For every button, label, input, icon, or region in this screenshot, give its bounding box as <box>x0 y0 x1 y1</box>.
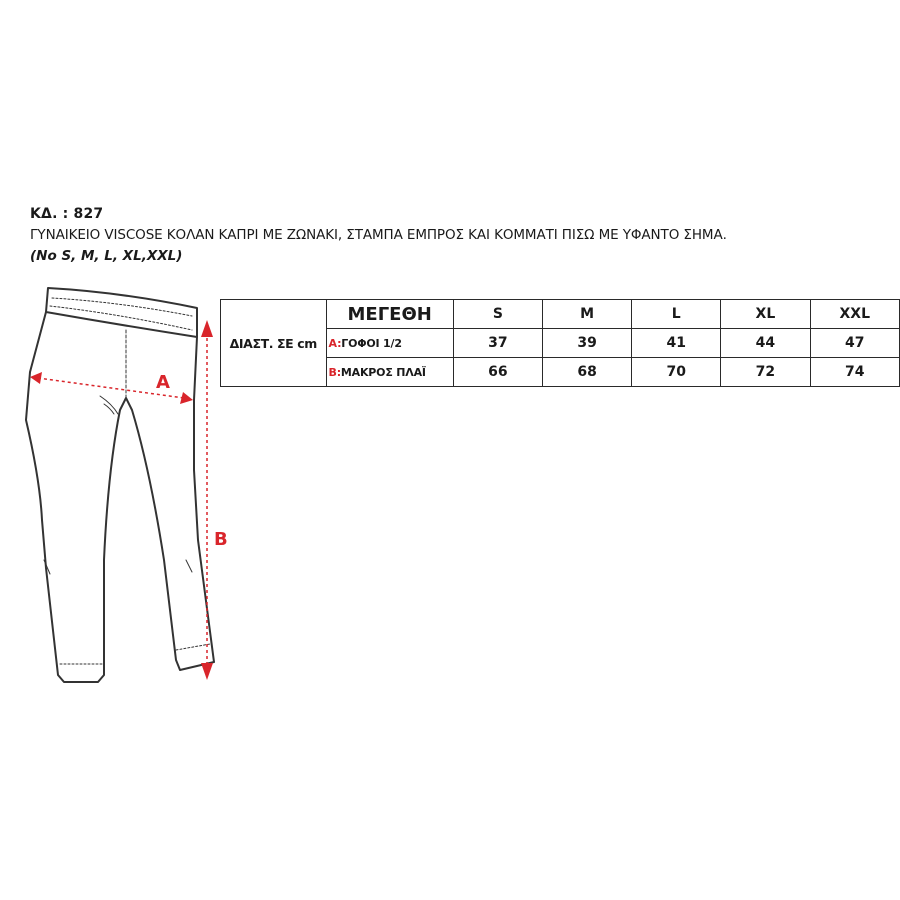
waistband <box>46 288 197 337</box>
arrow-up-icon <box>201 320 213 337</box>
label-b: B <box>214 529 228 550</box>
table-header-row <box>221 300 900 329</box>
unit-header: ΔΙΑΣΤ. ΣΕ cm <box>221 300 327 387</box>
measurement-b <box>201 320 213 680</box>
size-col-s: S <box>453 300 542 329</box>
arrow-right-icon <box>180 392 193 404</box>
row-label-text: ΓΟΦΟΙ 1/2 <box>341 336 402 350</box>
size-col-xl: XL <box>721 300 810 329</box>
label-a: A <box>156 372 170 393</box>
row-label-side-length: B:ΜΑΚΡΟΣ ΠΛΑΪ <box>326 358 453 387</box>
product-code: ΚΔ. : 827 <box>30 206 104 222</box>
row-key-a: A <box>328 336 338 350</box>
size-col-xxl: XXL <box>810 300 900 329</box>
size-col-l: L <box>632 300 721 329</box>
table-cell: 70 <box>632 358 721 387</box>
row-label-text: ΜΑΚΡΟΣ ΠΛΑΪ <box>340 365 426 379</box>
table-cell: 72 <box>721 358 810 387</box>
table-cell: 66 <box>453 358 542 387</box>
table-cell: 47 <box>810 329 900 358</box>
arrow-left-icon <box>30 372 42 384</box>
available-sizes: (No S, M, L, XL,XXL) <box>30 248 183 264</box>
table-cell: 44 <box>721 329 810 358</box>
leggings-illustration <box>26 288 214 682</box>
product-description: ΓΥΝΑΙΚΕΙΟ VISCOSE ΚΟΛΑΝ ΚΑΠΡΙ ΜΕ ΖΩΝΑΚΙ, ΣΤΑΜΠΑ ΕΜΠΡΟΣ ΚΑΙ ΚΟΜΜΑΤΙ ΠΙΣΩ ΜΕ ΥΦΑΝΤΟ ΣΗΜΑ. <box>30 227 727 243</box>
row-key-b: B <box>328 365 337 379</box>
table-cell: 68 <box>542 358 631 387</box>
size-col-m: M <box>542 300 631 329</box>
arrow-down-icon <box>201 663 213 680</box>
size-chart-table <box>220 299 900 387</box>
table-cell: 74 <box>810 358 900 387</box>
sizes-title: ΜΕΓΕΘΗ <box>326 300 453 329</box>
table-cell: 37 <box>453 329 542 358</box>
row-label-hips: A:ΓΟΦΟΙ 1/2 <box>326 329 453 358</box>
table-cell: 41 <box>632 329 721 358</box>
leggings-outline <box>26 312 214 682</box>
table-cell: 39 <box>542 329 631 358</box>
